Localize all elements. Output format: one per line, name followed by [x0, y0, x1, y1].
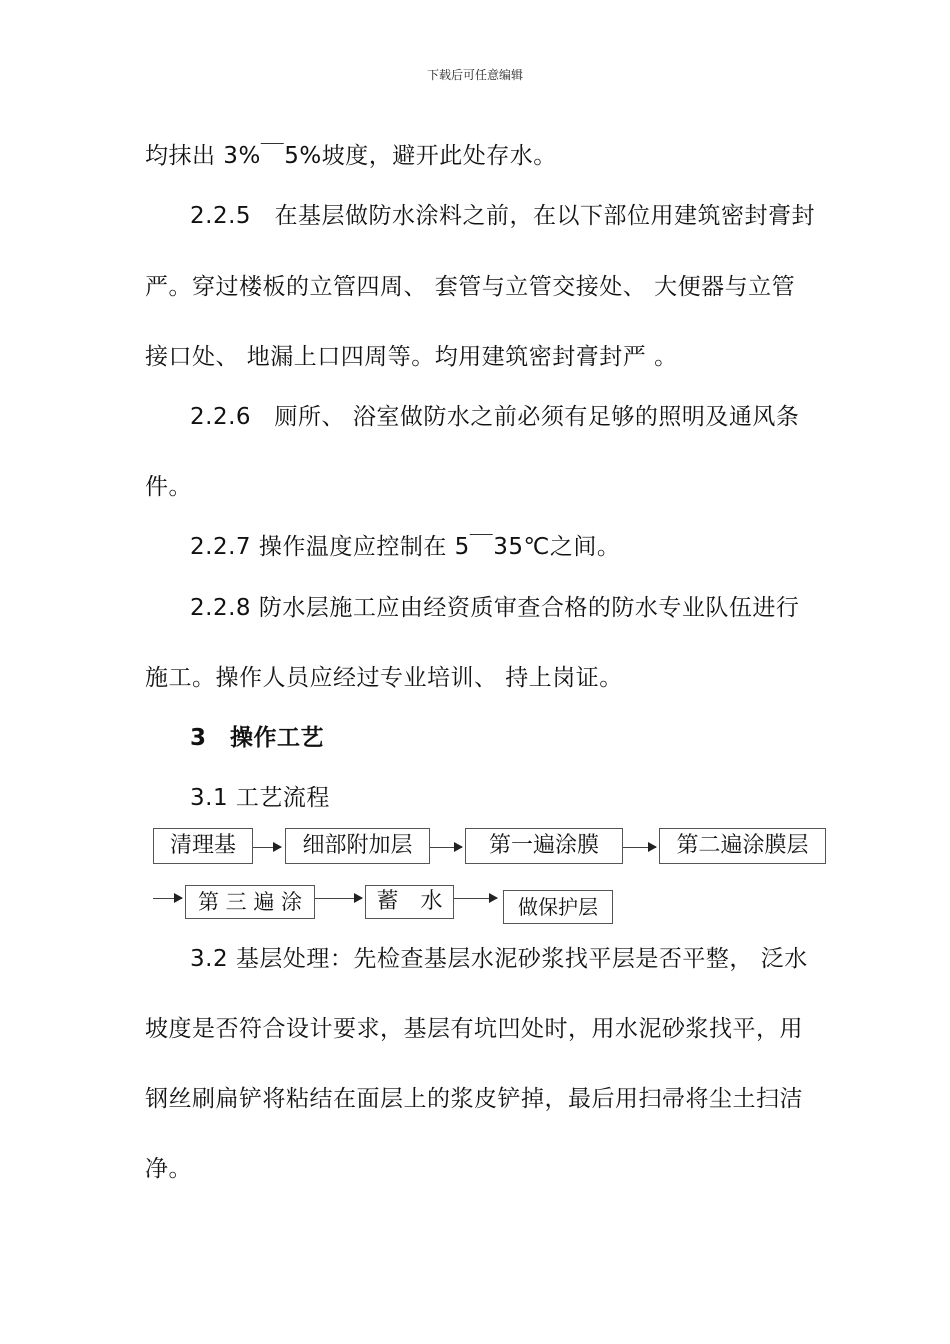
flow-step-water-test: 蓄 水 — [365, 885, 454, 919]
flow-arrow — [253, 847, 281, 848]
flow-step-protective-layer: 做保护层 — [503, 890, 613, 924]
paragraph-line: 接口处、 地漏上口四周等。均用建筑密封膏封严 。 — [145, 344, 678, 370]
flow-step-first-coat: 第一遍涂膜 — [465, 828, 623, 864]
flow-arrow — [153, 898, 182, 899]
paragraph-line: 净。 — [145, 1156, 192, 1182]
paragraph-line: 2.2.7 操作温度应控制在 5￣35℃之间。 — [190, 534, 621, 560]
paragraph-line: 2.2.6 厕所、 浴室做防水之前必须有足够的照明及通风条 — [190, 404, 800, 430]
flow-arrow — [623, 847, 656, 848]
section-heading: 3 操作工艺 — [190, 725, 325, 751]
flow-arrow — [454, 898, 497, 899]
paragraph-line: 均抹出 3%￣5%坡度，避开此处存水。 — [145, 143, 557, 169]
paragraph-line: 件。 — [145, 474, 192, 500]
paragraph-line: 钢丝刷扁铲将粘结在面层上的浆皮铲掉，最后用扫帚将尘土扫洁 — [145, 1086, 803, 1112]
paragraph-line: 坡度是否符合设计要求，基层有坑凹处时，用水泥砂浆找平，用 — [145, 1016, 803, 1042]
paragraph-line: 3.2 基层处理：先检查基层水泥砂浆找平层是否平整， 泛水 — [190, 946, 808, 972]
paragraph-line: 严。穿过楼板的立管四周、 套管与立管交接处、 大便器与立管 — [145, 274, 796, 300]
subsection-heading: 3.1 工艺流程 — [190, 785, 330, 811]
flow-step-detail-layer: 细部附加层 — [285, 828, 430, 864]
paragraph-line: 2.2.8 防水层施工应由经资质审查合格的防水专业队伍进行 — [190, 595, 800, 621]
flow-step-third-coat: 第 三 遍 涂 — [185, 885, 315, 919]
page-header: 下载后可任意编辑 — [426, 68, 523, 82]
paragraph-line: 施工。操作人员应经过专业培训、 持上岗证。 — [145, 665, 623, 691]
flow-arrow — [315, 898, 362, 899]
flow-arrow — [430, 847, 462, 848]
flow-step-second-coat: 第二遍涂膜层 — [659, 828, 826, 864]
paragraph-line: 2.2.5 在基层做防水涂料之前，在以下部位用建筑密封膏封 — [190, 203, 816, 229]
flow-step-clean-base: 清理基 — [153, 828, 253, 864]
